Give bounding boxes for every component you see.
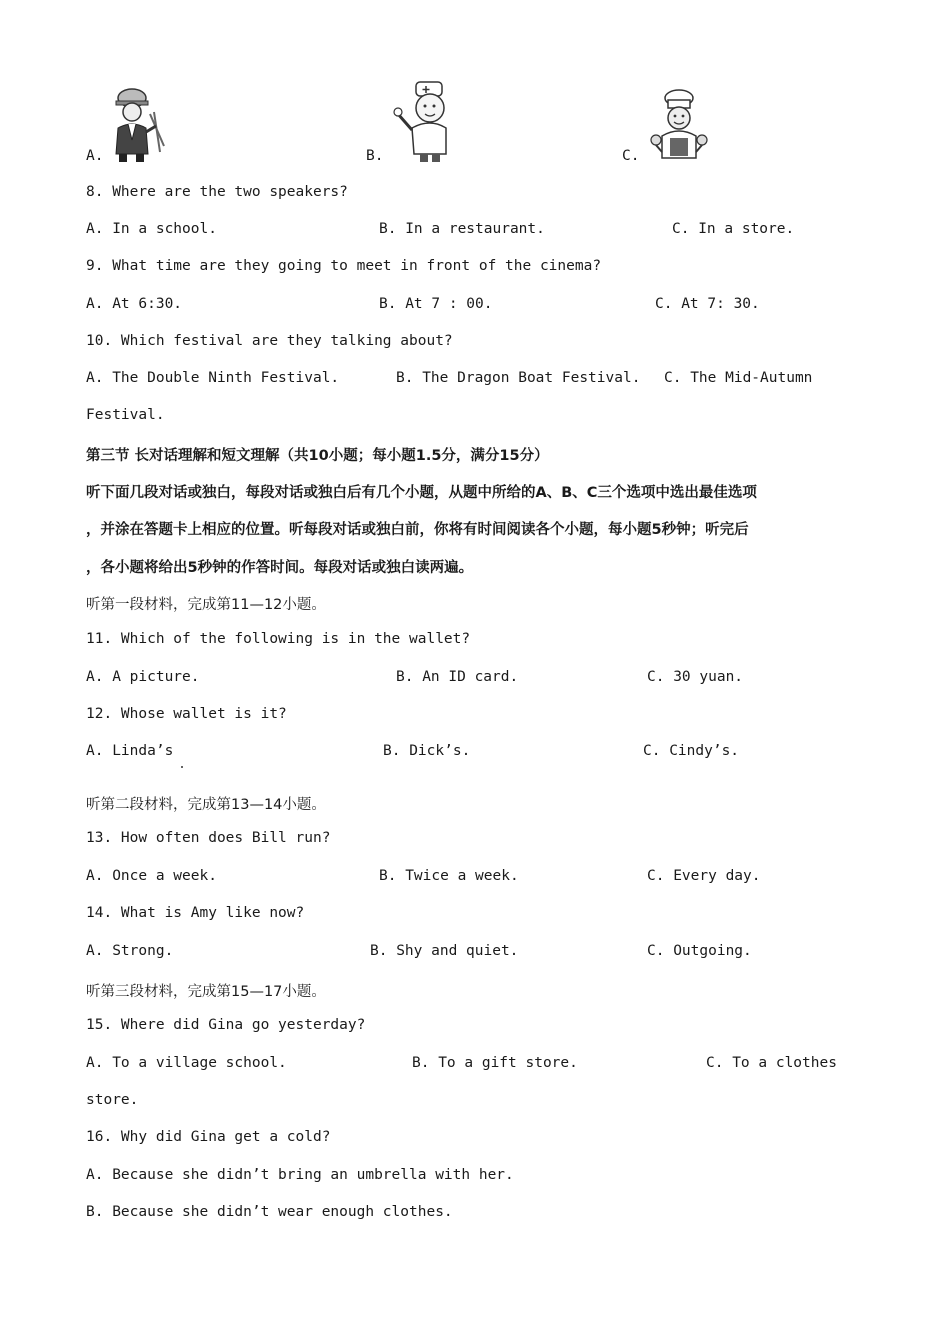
q7-option-c: C.: [622, 148, 640, 164]
q10-option-a: A. The Double Ninth Festival.: [86, 370, 340, 386]
q10-option-c: C. The Mid-Autumn: [664, 370, 813, 386]
section3-instructions-line1: 听下面几段对话或独白，每段对话或独白后有几个小题，从题中所给的A、B、C三个选项中选出最佳选项: [86, 485, 757, 501]
q7-option-b: B.: [366, 148, 384, 164]
q13-question: 13. How often does Bill run?: [86, 830, 331, 846]
stray-dot: [181, 766, 183, 768]
q7-option-a: A.: [86, 148, 104, 164]
q14-option-b: B. Shy and quiet.: [370, 943, 519, 959]
q16-question: 16. Why did Gina get a cold?: [86, 1129, 331, 1145]
q9-option-b: B. At 7 : 00.: [379, 296, 493, 312]
q11-option-a: A. A picture.: [86, 669, 200, 685]
q15-option-b: B. To a gift store.: [412, 1055, 578, 1071]
q9-question: 9. What time are they going to meet in front of the cinema?: [86, 258, 602, 274]
q11-option-c: C. 30 yuan.: [647, 669, 744, 685]
section3-instructions-line3: ，各小题将给出5秒钟的作答时间。每段对话或独白读两遍。: [86, 560, 474, 576]
q8-option-c: C. In a store.: [672, 221, 795, 237]
q10-question: 10. Which festival are they talking about?: [86, 333, 453, 349]
q14-option-c: C. Outgoing.: [647, 943, 752, 959]
q9-option-c: C. At 7: 30.: [655, 296, 760, 312]
q15-option-c-continued: store.: [86, 1092, 139, 1108]
q15-option-c: C. To a clothes: [706, 1055, 837, 1071]
q10-option-b: B. The Dragon Boat Festival.: [396, 370, 641, 386]
q8-option-a: A. In a school.: [86, 221, 217, 237]
q11-option-b: B. An ID card.: [396, 669, 519, 685]
chef-icon: [648, 88, 710, 164]
q8-option-b: B. In a restaurant.: [379, 221, 545, 237]
q14-option-a: A. Strong.: [86, 943, 174, 959]
q8-question: 8. Where are the two speakers?: [86, 184, 348, 200]
part1-heading: 听第一段材料，完成第11—12小题。: [86, 597, 326, 613]
q15-option-a: A. To a village school.: [86, 1055, 287, 1071]
q16-option-b: B. Because she didn’t wear enough clothes.: [86, 1204, 453, 1220]
q13-option-a: A. Once a week.: [86, 868, 217, 884]
q12-option-a: A. Linda’s: [86, 743, 174, 759]
doctor-icon: [392, 78, 452, 164]
q12-option-c: C. Cindy’s.: [643, 743, 740, 759]
q12-question: 12. Whose wallet is it?: [86, 706, 287, 722]
q12-option-b: B. Dick’s.: [383, 743, 471, 759]
q13-option-b: B. Twice a week.: [379, 868, 519, 884]
section3-title: 第三节 长对话理解和短文理解（共10小题；每小题1.5分，满分15分）: [86, 448, 549, 464]
q14-question: 14. What is Amy like now?: [86, 905, 305, 921]
section3-instructions-line2: ，并涂在答题卡上相应的位置。听每段对话或独白前，你将有时间阅读各个小题，每小题5秒钟；听完后: [86, 522, 749, 538]
q15-question: 15. Where did Gina go yesterday?: [86, 1017, 366, 1033]
q16-option-a: A. Because she didn’t bring an umbrella with her.: [86, 1167, 514, 1183]
part3-heading: 听第三段材料，完成第15—17小题。: [86, 984, 326, 1000]
engineer-icon: [110, 84, 168, 164]
q9-option-a: A. At 6:30.: [86, 296, 183, 312]
q11-question: 11. Which of the following is in the wallet?: [86, 631, 471, 647]
q10-option-c-continued: Festival.: [86, 407, 165, 423]
part2-heading: 听第二段材料，完成第13—14小题。: [86, 797, 326, 813]
q13-option-c: C. Every day.: [647, 868, 761, 884]
